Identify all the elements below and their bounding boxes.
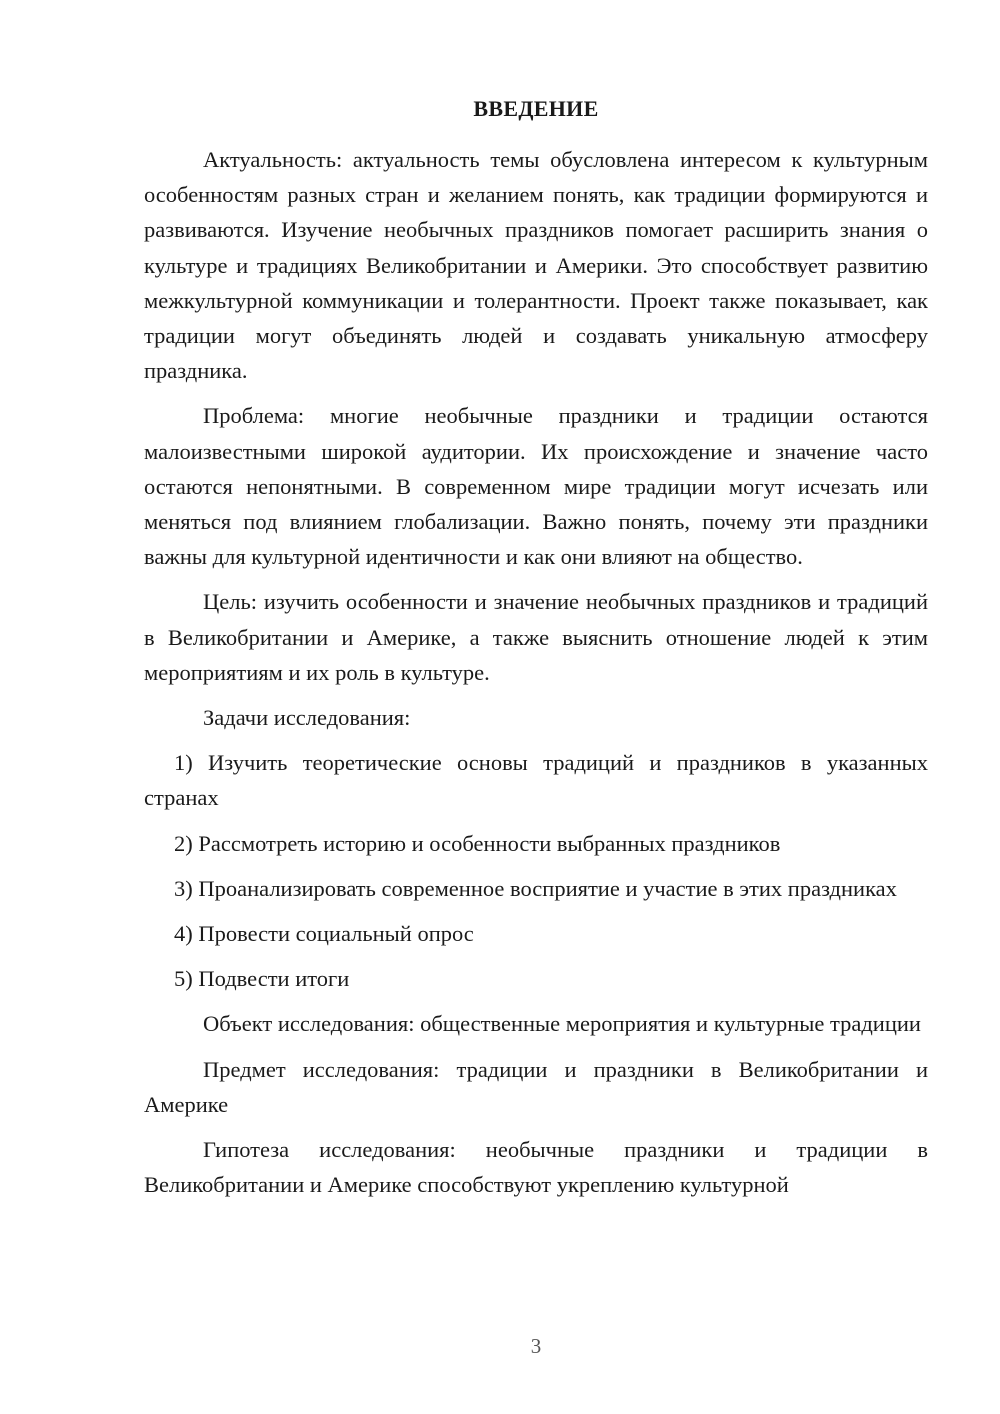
object-paragraph: Объект исследования: общественные мероприятия и культурные традиции: [203, 1011, 921, 1037]
task-item-1: 1) Изучить теоретические основы традиций и праздников в указанных странах: [144, 750, 928, 811]
problem-paragraph: Проблема: многие необычные праздники и традиции остаются малоизвестными широкой аудитории. Их происхождение и значение часто остаются непонятными. В современном мире традиции могут исчезать или меняться под влиянием глобализации. Важно понять, почему эти праздники важны для культурной идентичности и как они влияют на общество.: [144, 403, 928, 570]
relevance-paragraph: Актуальность: актуальность темы обусловлена интересом к культурным особенностям разных стран и желанием понять, как традиции формируются и развиваются. Изучение необычных праздников помогает расширить знания о культуре и традициях Великобритании и Америки. Это способствует развитию межкультурной коммуникации и толерантности. Проект также показывает, как традиции могут объединять людей и создавать уникальную атмосферу праздника.: [144, 147, 928, 384]
task-item-2: 2) Рассмотреть историю и особенности выбранных праздников: [174, 830, 781, 856]
subject-paragraph: Предмет исследования: традиции и праздники в Великобритании и Америке: [144, 1056, 928, 1117]
hypothesis-paragraph: Гипотеза исследования: необычные праздники и традиции в Великобритании и Америке способствуют укреплению культурной: [144, 1137, 928, 1198]
task-item-3: 3) Проанализировать современное восприятие и участие в этих праздниках: [174, 875, 897, 901]
page-title: ВВЕДЕНИЕ: [473, 96, 599, 121]
document-body: [144, 142, 928, 1212]
task-item-4: 4) Провести социальный опрос: [174, 921, 474, 947]
goal-paragraph: Цель: изучить особенности и значение необычных праздников и традиций в Великобритании и Америке, а также выяснить отношение людей к этим мероприятиям и их роль в культуре.: [144, 589, 928, 685]
task-item-5: 5) Подвести итоги: [174, 966, 350, 992]
tasks-heading: Задачи исследования:: [203, 705, 411, 731]
page-number: 3: [530, 1334, 542, 1358]
